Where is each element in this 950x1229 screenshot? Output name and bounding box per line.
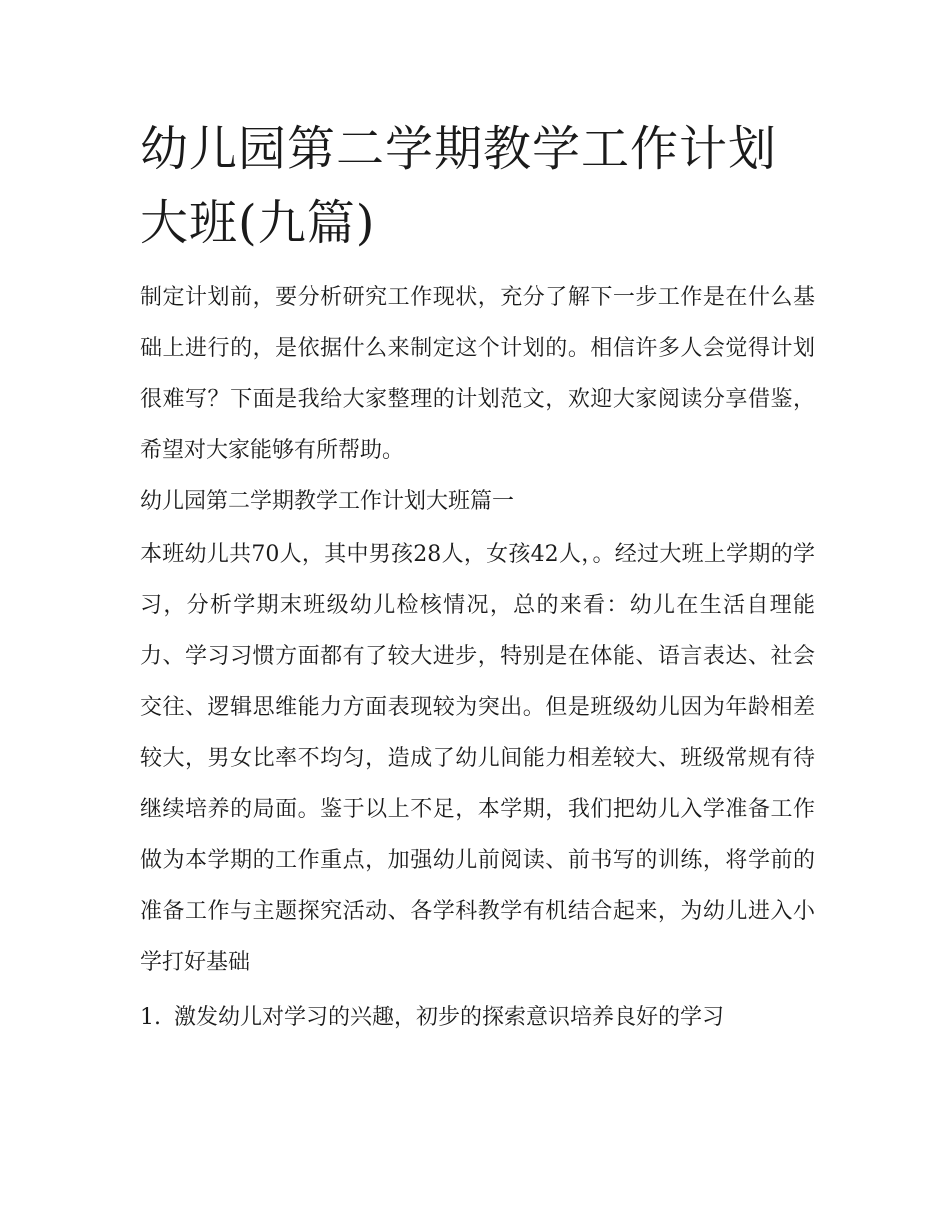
body-paragraph: 本班幼儿共70人，其中男孩28人，女孩42人，。经过大班上学期的学习，分析学期末班级幼儿检核情况，总的来看：幼儿在生活自理能力、学习习惯方面都有了较大进步，特别是在体能、语言表达、社会交往、逻辑思维能力方面表现较为突出。但是班级幼儿因为年龄相差较大，男女比率不均匀，造成了幼儿间能力相差较大、班级常规有待继续培养的局面。鉴于以上不足，本学期，我们把幼儿入学准备工作做为本学期的工作重点，加强幼儿前阅读、前书写的训练，将学前的准备工作与主题探究活动、各学科教学有机结合起来，为幼儿进入小学打好基础 <box>140 542 815 975</box>
list-item-text: 激发幼儿对学习的兴趣，初步的探索意识培养良好的学习 <box>174 1005 725 1030</box>
intro-paragraph: 制定计划前，要分析研究工作现状，充分了解下一步工作是在什么基础上进行的，是依据什么来制定这个计划的。相信许多人会觉得计划很难写？下面是我给大家整理的计划范文，欢迎大家阅读分享借鉴，希望对大家能够有所帮助。 <box>140 285 815 463</box>
list-item-number: 1. <box>140 1005 161 1030</box>
list-item <box>140 992 815 1043</box>
document-page <box>140 112 815 1043</box>
section-heading: 幼儿园第二学期教学工作计划大班篇一 <box>140 489 515 514</box>
document-title: 幼儿园第二学期教学工作计划大班(九篇) <box>140 121 778 251</box>
